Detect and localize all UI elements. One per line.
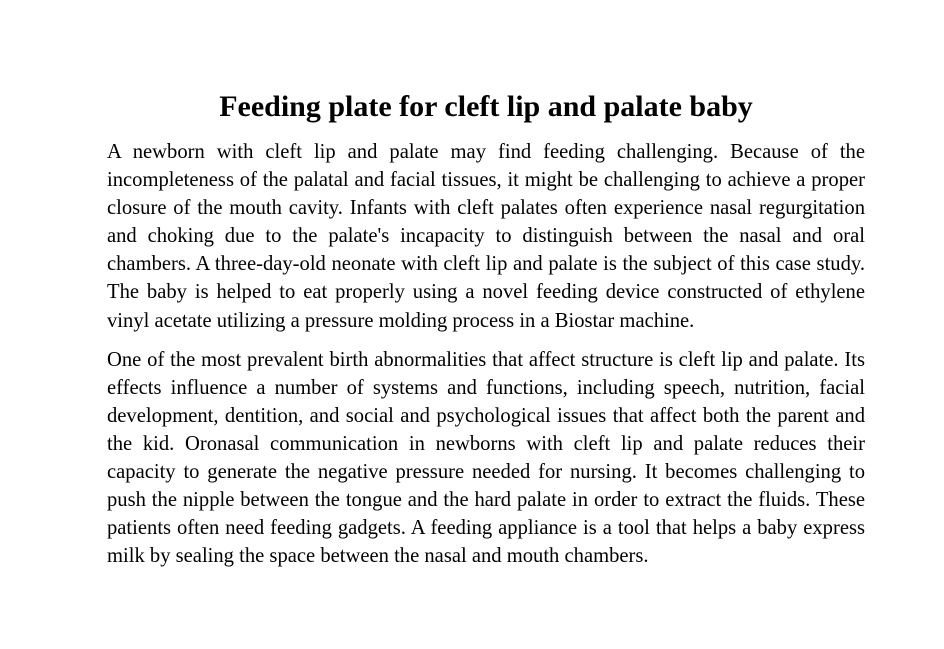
body-paragraph-2: One of the most prevalent birth abnormalities that affect structure is cleft lip and palate. Its effects influence a number of systems and functions, including speech, nutrition, facial development, dentition, and social and psychological issues that affect both the parent and the kid. Oronasal communication in newborns with cleft lip and palate reduces their capacity to generate the negative pressure needed for nursing. It becomes challenging to push the nipple between the tongue and the hard palate in order to extract the fluids. These patients often need feeding gadgets. A feeding appliance is a tool that helps a baby express milk by sealing the space between the nasal and mouth chambers.: [107, 348, 865, 568]
document-page: [107, 88, 865, 570]
document-title: Feeding plate for cleft lip and palate baby: [219, 90, 753, 123]
body-paragraph-1: A newborn with cleft lip and palate may find feeding challenging. Because of the incompleteness of the palatal and facial tissues, it might be challenging to achieve a proper closure of the mouth cavity. Infants with cleft palates often experience nasal regurgitation and choking due to the palate's incapacity to distinguish between the nasal and oral chambers. A three-day-old neonate with cleft lip and palate is the subject of this case study. The baby is helped to eat properly using a novel feeding device constructed of ethylene vinyl acetate utilizing a pressure molding process in a Biostar machine.: [107, 141, 865, 332]
